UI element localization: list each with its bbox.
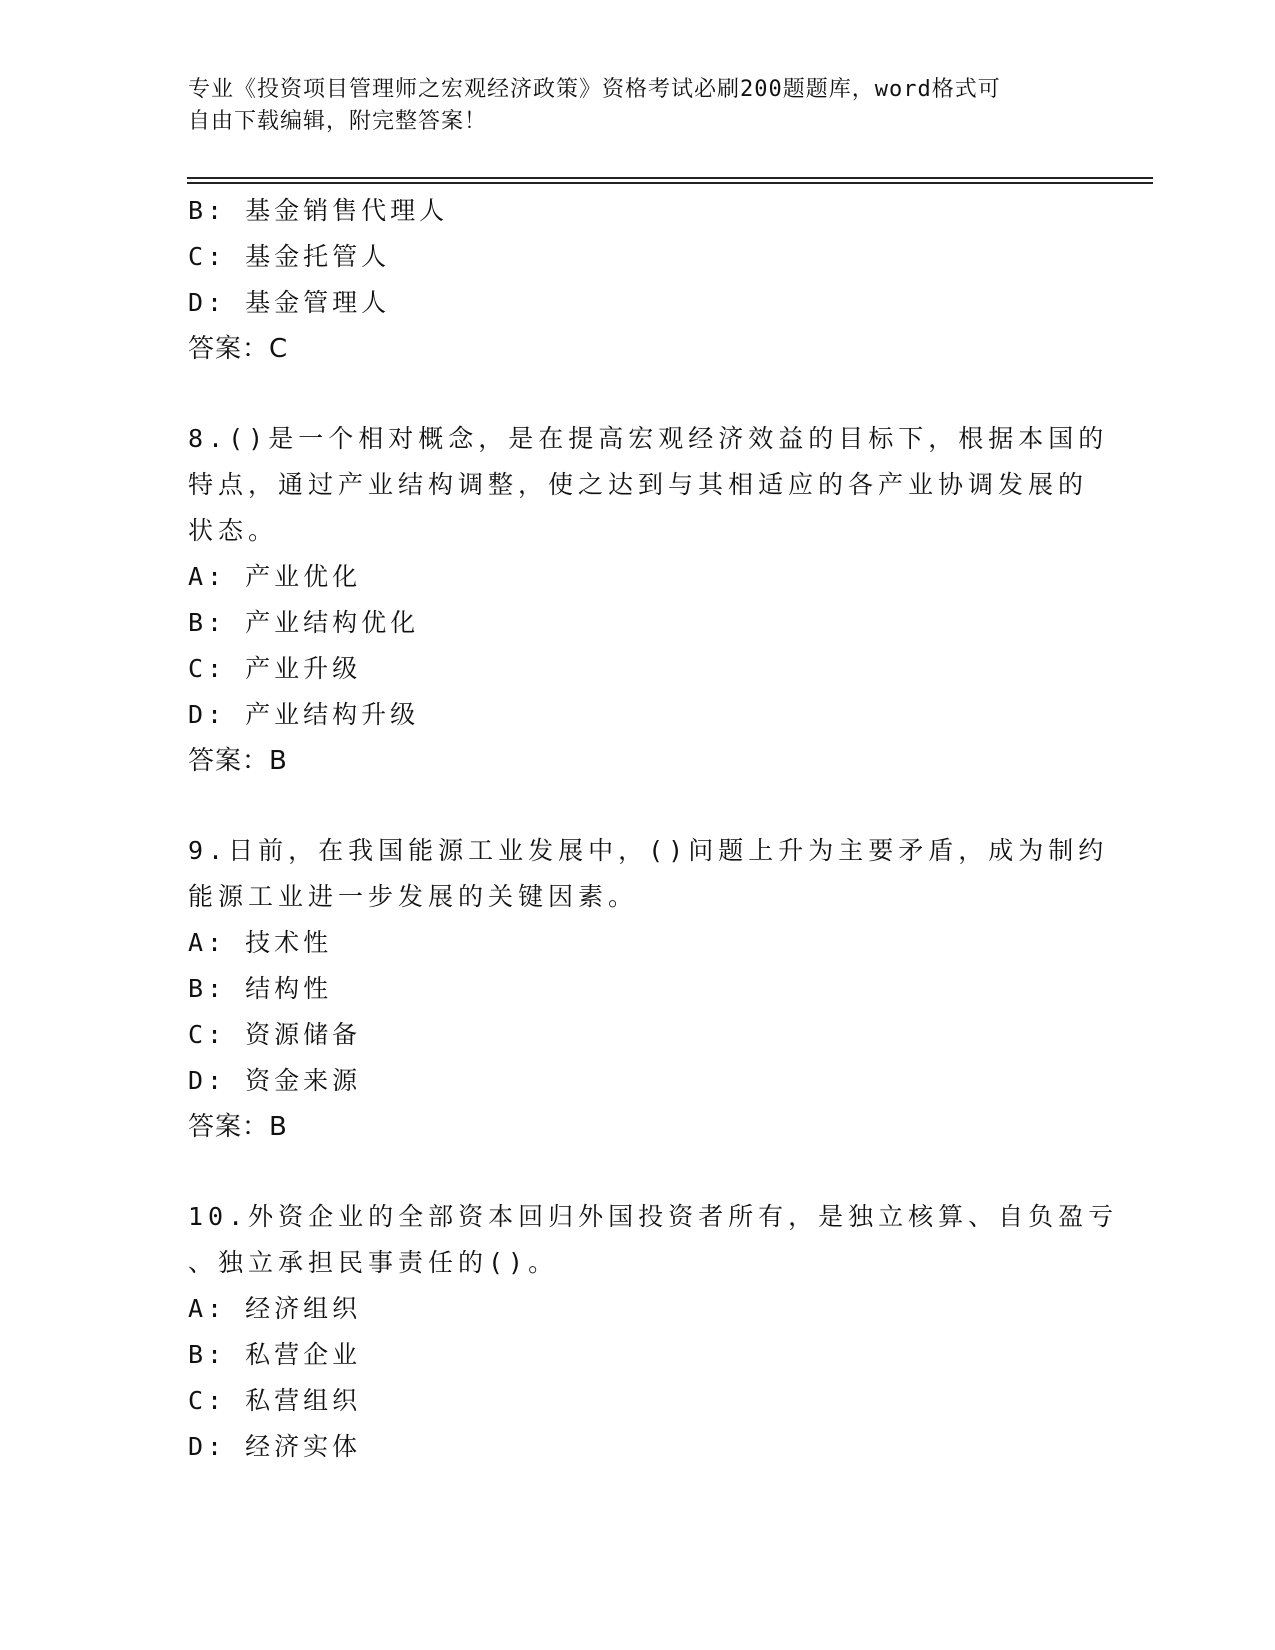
option-b: B: 私营企业 (188, 1340, 362, 1369)
question-10 (188, 1194, 1119, 1470)
option-b: B: 结构性 (188, 974, 333, 1003)
option-a: A: 技术性 (188, 928, 333, 957)
page-content (188, 188, 1119, 1470)
option-b: B: 基金销售代理人 (188, 196, 449, 225)
spacer (188, 784, 1088, 828)
option-c: C: 产业升级 (188, 654, 362, 683)
header-divider (187, 177, 1153, 179)
header-line: 自由下载编辑，附完整答案！ (188, 109, 488, 134)
option-c: C: 私营组织 (188, 1386, 362, 1415)
option-d: D: 经济实体 (188, 1432, 362, 1461)
answer-line: 答案：C (188, 334, 289, 364)
partial-question (188, 188, 1088, 372)
question-line: 8.()是一个相对概念，是在提高宏观经济效益的目标下，根据本国的 (188, 424, 1109, 453)
option-d: D: 产业结构升级 (188, 700, 420, 729)
question-line: 状态。 (188, 516, 279, 545)
answer-line: 答案：B (188, 746, 288, 776)
answer-line: 答案：B (188, 1112, 288, 1142)
question-8 (188, 416, 1109, 784)
option-a: A: 经济组织 (188, 1294, 362, 1323)
header-divider (187, 182, 1153, 184)
question-line: 9.日前，在我国能源工业发展中，()问题上升为主要矛盾，成为制约 (188, 836, 1109, 865)
question-text (188, 1194, 1119, 1286)
option-d: D: 资金来源 (188, 1066, 362, 1095)
spacer (188, 1150, 1088, 1194)
document-header (188, 74, 1068, 138)
question-line: 能源工业进一步发展的关键因素。 (188, 882, 639, 911)
question-line: 、独立承担民事责任的()。 (188, 1248, 559, 1277)
question-9 (188, 828, 1109, 1150)
question-text (188, 416, 1109, 554)
spacer (188, 372, 1088, 416)
question-line: 10.外资企业的全部资本回归外国投资者所有，是独立核算、自负盈亏 (188, 1202, 1119, 1231)
option-b: B: 产业结构优化 (188, 608, 420, 637)
option-c: C: 基金托管人 (188, 242, 391, 271)
option-a: A: 产业优化 (188, 562, 362, 591)
option-c: C: 资源储备 (188, 1020, 362, 1049)
header-line: 专业《投资项目管理师之宏观经济政策》资格考试必刷200题题库，word格式可 (188, 77, 1001, 102)
option-d: D: 基金管理人 (188, 288, 391, 317)
question-line: 特点，通过产业结构调整，使之达到与其相适应的各产业协调发展的 (188, 470, 1089, 499)
question-text (188, 828, 1109, 920)
